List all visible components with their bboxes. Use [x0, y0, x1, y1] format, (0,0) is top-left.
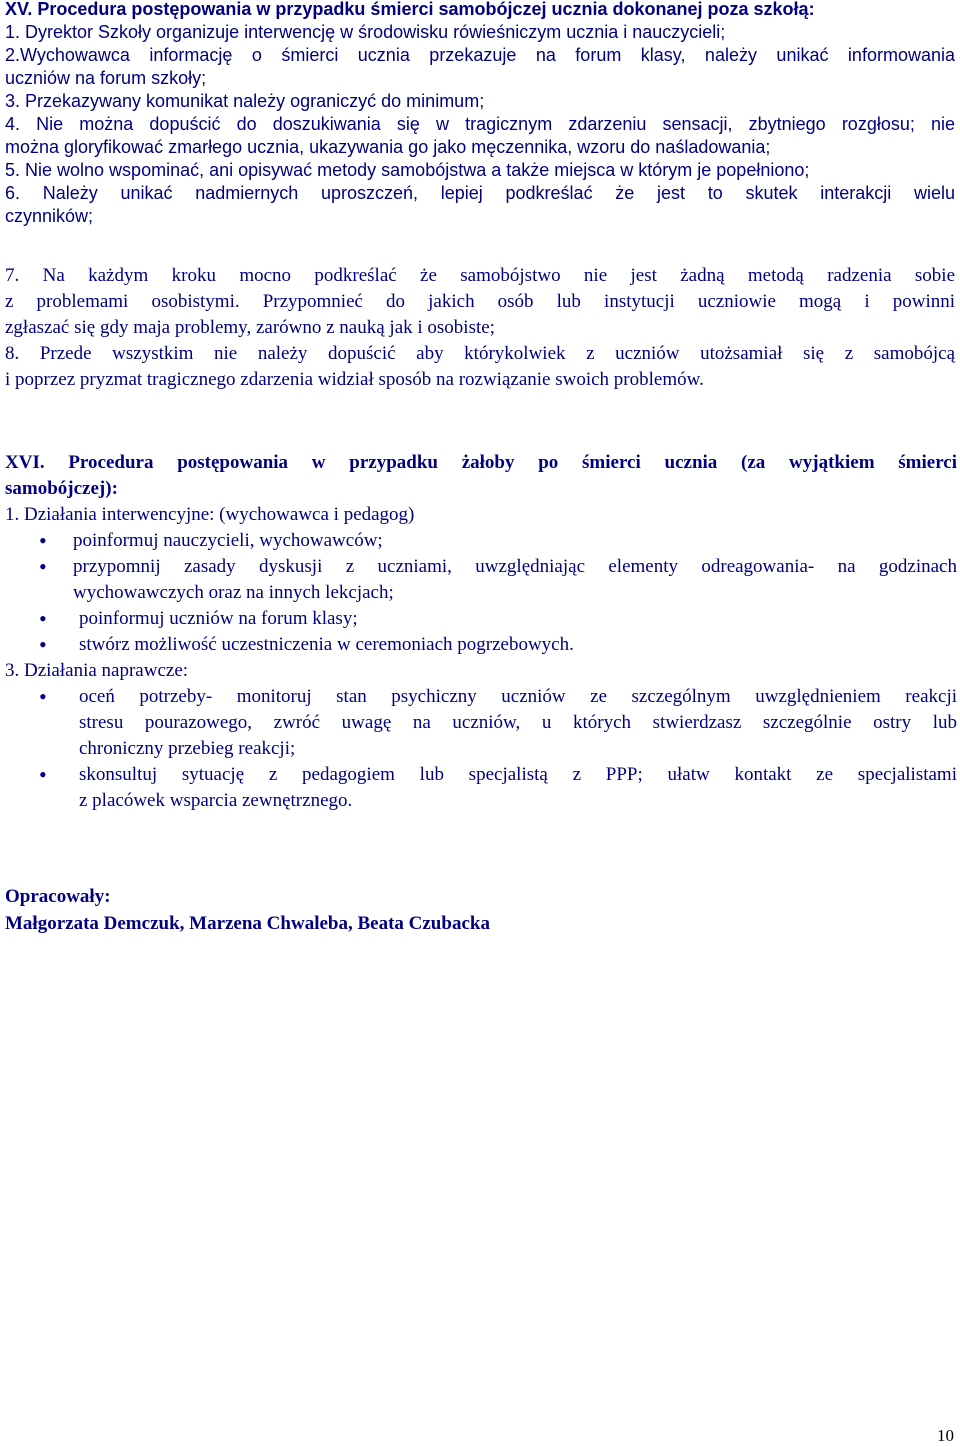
- list-item: [5, 632, 957, 658]
- list-item-text: • oceń potrzeby- monitoruj stan psychiczny uczniów ze szczególnym uwzględnieniem reakcji: [79, 686, 957, 707]
- section-16: [5, 450, 957, 814]
- section-15: [5, 0, 955, 228]
- interventions-list: [5, 528, 957, 658]
- list-item-text: wychowawczych oraz na innych lekcjach;: [73, 582, 394, 603]
- section-15-line: z problemami osobistymi. Przypomnieć do jakich osób lub instytucji uczniowie mogą i powinni: [5, 291, 955, 312]
- section-15-line: czynników;: [5, 206, 94, 226]
- section-15-line: 6. Należy unikać nadmiernych uproszczeń, lepiej podkreślać że jest to skutek interakcji wielu: [5, 183, 955, 203]
- authors-label: Opracowały:: [5, 886, 111, 907]
- authors-block: [5, 883, 490, 937]
- section-15-heading: XV. Procedura postępowania w przypadku śmierci samobójczej ucznia dokonanej poza szkołą:: [5, 0, 815, 19]
- section-15-line: 1. Dyrektor Szkoły organizuje interwencję w środowisku rówieśniczym ucznia i nauczycieli;: [5, 22, 726, 42]
- section-15-line: 8. Przede wszystkim nie należy dopuścić aby którykolwiek z uczniów utożsamiał się z samobójcą: [5, 343, 955, 364]
- authors-names: Małgorzata Demczuk, Marzena Chwaleba, Beata Czubacka: [5, 913, 490, 934]
- section-16-heading: XVI. Procedura postępowania w przypadku żałoby po śmierci ucznia (za wyjątkiem śmierci: [5, 452, 957, 473]
- list-item-text: • stwórz możliwość uczestniczenia w ceremoniach pogrzebowych.: [79, 634, 574, 655]
- list-item: [5, 606, 957, 632]
- section-15-line: 2.Wychowawca informację o śmierci ucznia przekazuje na forum klasy, należy unikać informowania: [5, 45, 955, 65]
- section-15-line: uczniów na forum szkoły;: [5, 68, 207, 88]
- list-item: [5, 684, 957, 762]
- section-15-line: 7. Na każdym kroku mocno podkreślać że samobójstwo nie jest żadną metodą radzenia sobie: [5, 265, 955, 286]
- section-15-line: 3. Przekazywany komunikat należy ograniczyć do minimum;: [5, 91, 485, 111]
- repair-actions-list: [5, 684, 957, 814]
- section-15-line: i poprzez pryzmat tragicznego zdarzenia widział sposób na rozwiązanie swoich problemów.: [5, 369, 704, 390]
- section-15-line: 5. Nie wolno wspominać, ani opisywać metody samobójstwa a także miejsca w którym je popełniono;: [5, 160, 810, 180]
- repair-actions-title: 3. Działania naprawcze:: [5, 660, 189, 681]
- list-item-text: • przypomnij zasady dyskusji z uczniami, uwzględniając elementy odreagowania- na godzinach: [73, 556, 957, 577]
- list-item-text: • poinformuj uczniów na forum klasy;: [79, 608, 358, 629]
- section-15-line: zgłaszać się gdy maja problemy, zarówno z nauką jak i osobiste;: [5, 317, 495, 338]
- list-item: [5, 528, 957, 554]
- list-item: [5, 554, 957, 606]
- list-item-text: z placówek wsparcia zewnętrznego.: [79, 790, 353, 811]
- list-item-text: • poinformuj nauczycieli, wychowawców;: [73, 530, 383, 551]
- list-item-text: • skonsultuj sytuację z pedagogiem lub specjalistą z PPP; ułatw kontakt ze specjalistami: [79, 764, 957, 785]
- list-item-text: chroniczny przebieg reakcji;: [79, 738, 296, 759]
- section-15-line: można gloryfikować zmarłego ucznia, ukazywania go jako męczennika, wzoru do naśladowania;: [5, 137, 771, 157]
- section-16-heading-cont: samobójczej):: [5, 478, 118, 499]
- section-15-serif-part: [5, 263, 955, 393]
- page-number: 10: [937, 1426, 954, 1445]
- section-15-line: 4. Nie można dopuścić do doszukiwania się w tragicznym zdarzeniu sensacji, zbytniego rozgłosu; nie: [5, 114, 955, 134]
- list-item: [5, 762, 957, 814]
- list-item-text: stresu pourazowego, zwróć uwagę na uczniów, u których stwierdzasz szczególnie ostry lub: [79, 712, 957, 733]
- interventions-title: 1. Działania interwencyjne: (wychowawca i pedagog): [5, 504, 415, 525]
